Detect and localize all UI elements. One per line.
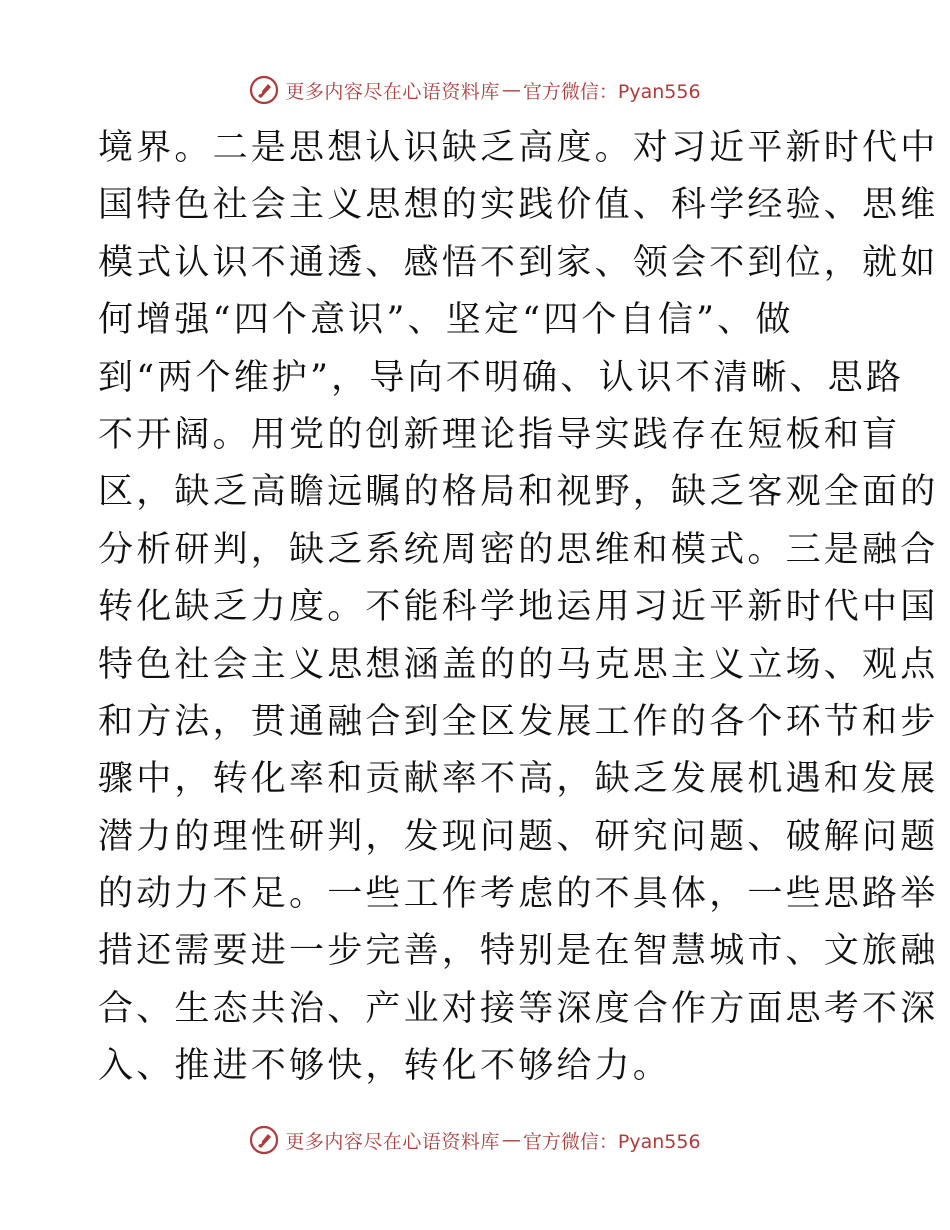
body-line: 转化缺乏力度。不能科学地运用习近平新时代中国 (98, 587, 939, 628)
pen-logo-icon (249, 75, 279, 105)
body-line: 潜力的理性研判，发现问题、研究问题、破解问题 (98, 816, 939, 857)
pen-logo-icon (249, 1125, 279, 1155)
body-line: 国特色社会主义思想的实践价值、科学经验、思维 (98, 185, 939, 226)
footer-separator: — (501, 1129, 521, 1151)
body-line: 何增强“四个意识”、坚定“四个自信”、做 (98, 300, 794, 341)
body-line: 模式认识不通透、感悟不到家、领会不到位，就如 (98, 242, 939, 283)
body-line: 和方法，贯通融合到全区发展工作的各个环节和步 (98, 701, 939, 742)
body-line: 合、生态共治、产业对接等深度合作方面思考不深 (98, 988, 939, 1029)
header-wechat: 官方微信：Pyan556 (522, 80, 701, 103)
header-slogan: 更多内容尽在心语资料库 (285, 80, 500, 103)
body-line: 分析研判，缺乏系统周密的思维和模式。三是融合 (98, 529, 939, 570)
header-banner (0, 70, 950, 110)
body-line: 区，缺乏高瞻远瞩的格局和视野，缺乏客观全面的 (98, 472, 939, 513)
body-line: 入、推进不够快，转化不够给力。 (98, 1046, 672, 1087)
document-body (98, 120, 939, 1096)
body-line: 特色社会主义思想涵盖的的马克思主义立场、观点 (98, 644, 939, 685)
footer-wechat: 官方微信：Pyan556 (522, 1130, 701, 1153)
body-line: 境界。二是思想认识缺乏高度。对习近平新时代中 (98, 128, 939, 168)
body-line: 不开阔。用党的创新理论指导实践存在短板和盲 (98, 414, 901, 455)
header-separator: — (501, 79, 521, 101)
footer-slogan: 更多内容尽在心语资料库 (285, 1130, 500, 1153)
body-line: 措还需要进一步完善，特别是在智慧城市、文旅融 (98, 931, 939, 972)
body-line: 的动力不足。一些工作考虑的不具体，一些思路举 (98, 874, 939, 915)
body-line: 骤中，转化率和贡献率不高，缺乏发展机遇和发展 (98, 759, 939, 800)
footer-banner (0, 1120, 950, 1160)
body-line: 到“两个维护”，导向不明确、认识不清晰、思路 (98, 357, 905, 398)
